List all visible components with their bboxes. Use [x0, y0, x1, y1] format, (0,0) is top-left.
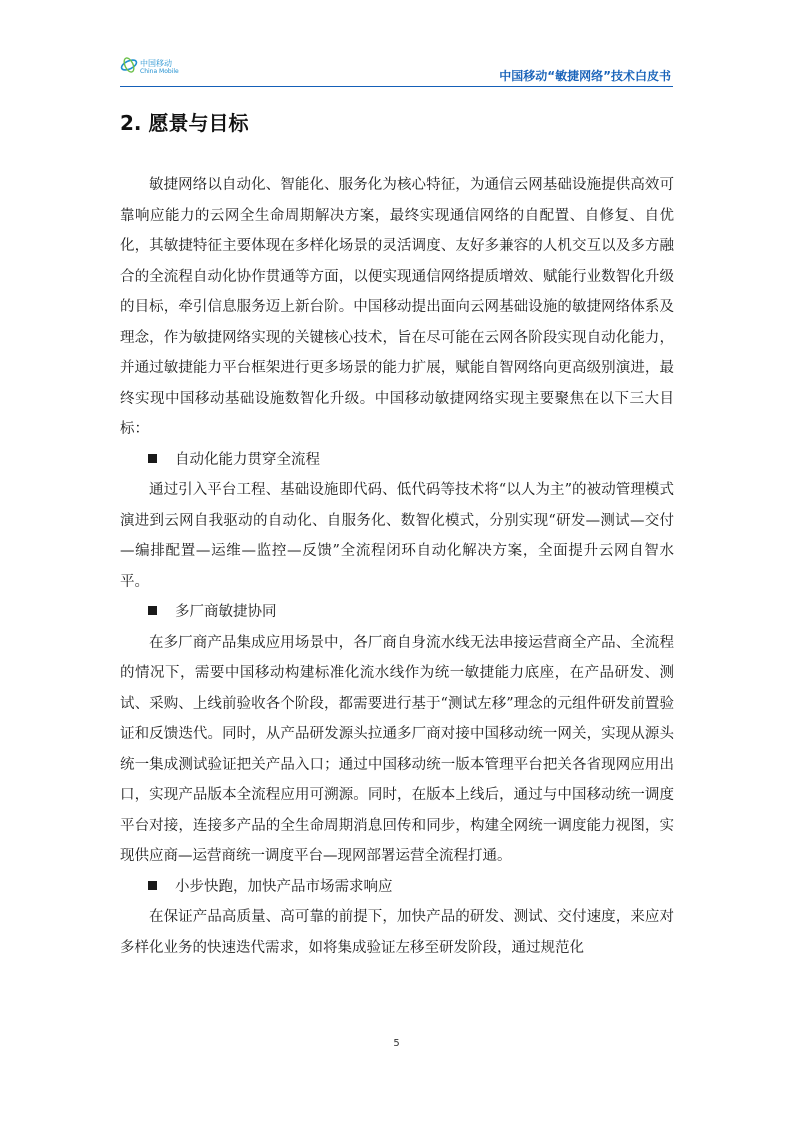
intro-paragraph: 敏捷网络以自动化、智能化、服务化为核心特征，为通信云网基础设施提供高效可靠响应能力的云网全生命周期解决方案，最终实现通信网络的自配置、自修复、自优化，其敏捷特征主要体现在多样化场景的灵活调度、友好多兼容的人机交互以及多方融合的全流程自动化协作贯通等方面，以便实现通信网络提质增效、赋能行业数智化升级的目标，牵引信息服务迈上新台阶。中国移动提出面向云网基础设施的敏捷网络体系及理念，作为敏捷网络实现的关键核心技术，旨在尽可能在云网各阶段实现自动化能力，并通过敏捷能力平台框架进行更多场景的能力扩展，赋能自智网络向更高级别演进，最终实现中国移动基础设施数智化升级。中国移动敏捷网络实现主要聚焦在以下三大目标： [120, 177, 674, 437]
goal-heading-text: 自动化能力贯穿全流程 [175, 451, 320, 468]
china-mobile-logo-icon [120, 56, 138, 74]
goal-paragraph: 通过引入平台工程、基础设施即代码、低代码等技术将“以人为主”的被动管理模式演进到云网自我驱动的自动化、自服务化、数智化模式，分别实现“研发—测试—交付—编排配置—运维—监控—反馈”全流程闭环自动化解决方案，全面提升云网自智水平。 [120, 482, 674, 590]
body-text [120, 170, 674, 963]
goal-paragraph: 在保证产品高质量、高可靠的前提下，加快产品的研发、测试、交付速度，来应对多样化业务的快速迭代需求，如将集成验证左移至研发阶段，通过规范化 [120, 909, 674, 956]
square-bullet-icon [148, 606, 157, 615]
goal-paragraph: 在多厂商产品集成应用场景中，各厂商自身流水线无法串接运营商全产品、全流程的情况下，需要中国移动构建标准化流水线作为统一敏捷能力底座，在产品研发、测试、采购、上线前验收各个阶段，都需要进行基于“测试左移”理念的元组件研发前置验证和反馈迭代。同时，从产品研发源头拉通多厂商对接中国移动统一网关，实现从源头统一集成测试验证把关产品入口；通过中国移动统一版本管理平台把关各省现网应用出口，实现产品版本全流程应用可溯源。同时，在版本上线后，通过与中国移动统一调度平台对接，连接多产品的全生命周期消息回传和同步，构建全网统一调度能力视图，实现供应商—运营商统一调度平台—现网部署运营全流程打通。 [120, 634, 674, 864]
goal-heading-text: 小步快跑，加快产品市场需求响应 [175, 878, 393, 895]
header-divider [120, 86, 673, 87]
goal-heading [120, 872, 674, 903]
goal-heading [120, 597, 674, 628]
square-bullet-icon [148, 454, 157, 463]
logo-text-en: China Mobile [140, 68, 179, 75]
page-header [0, 0, 793, 90]
document-title: 中国移动“敏捷网络”技术白皮书 [499, 69, 671, 83]
page-number: 5 [393, 1038, 400, 1049]
logo-text-cn: 中国移动 [140, 59, 172, 68]
goal-heading-text: 多厂商敏捷协同 [175, 604, 277, 620]
square-bullet-icon [148, 881, 157, 890]
section-heading: 2. 愿景与目标 [120, 111, 249, 135]
goal-heading [120, 445, 674, 476]
china-mobile-logo [120, 56, 200, 82]
